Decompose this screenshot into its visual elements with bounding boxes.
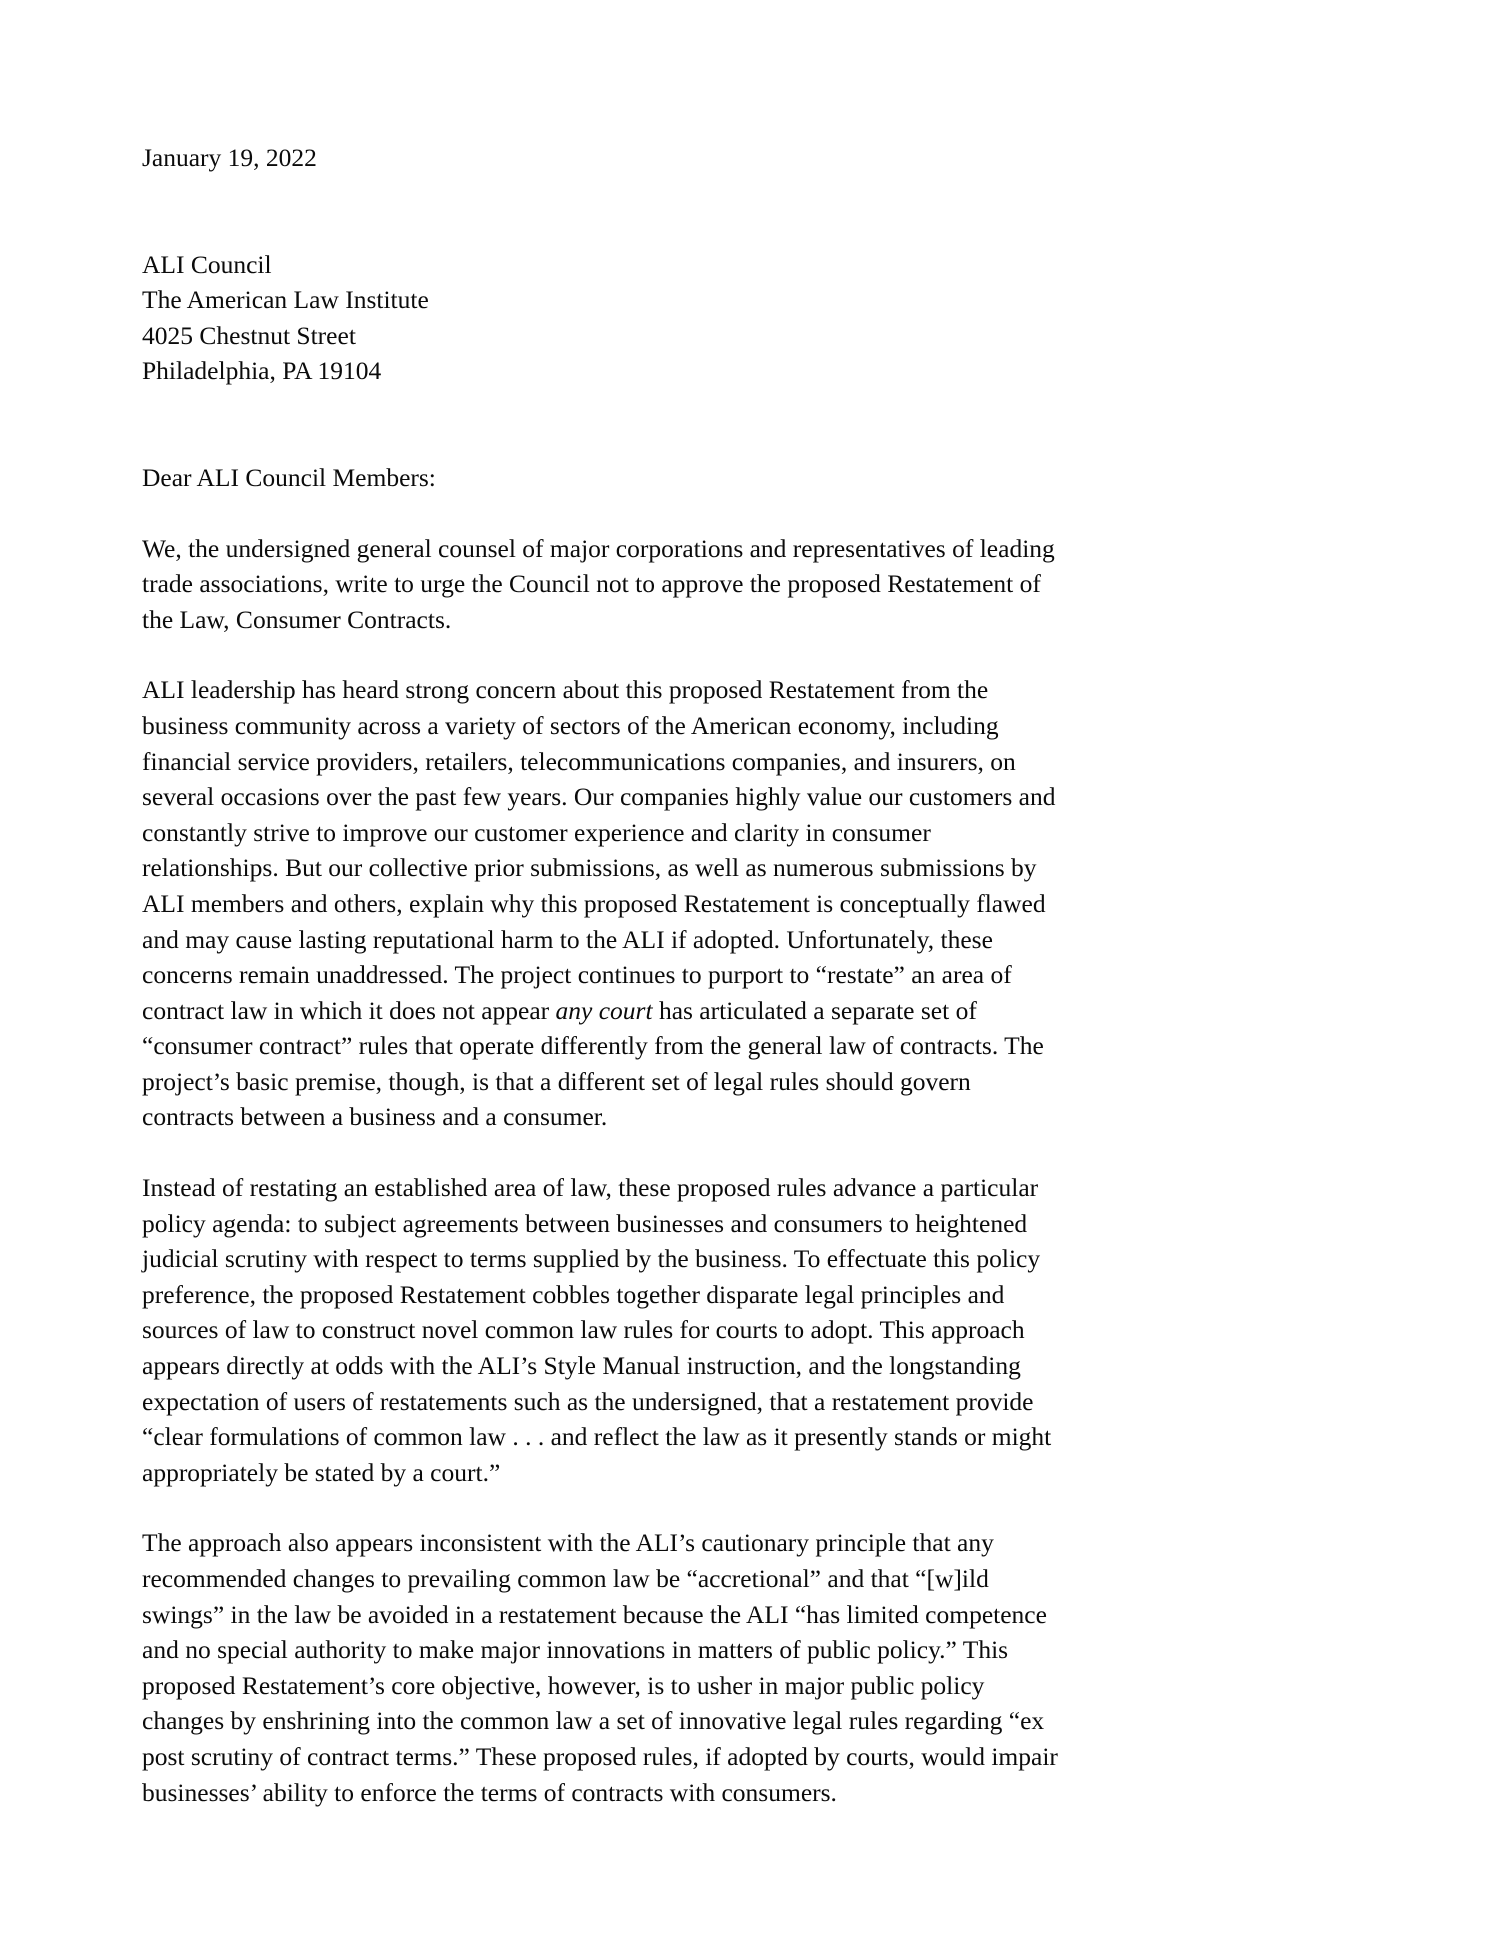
letter-paragraph-4: [142, 1525, 1062, 1810]
address-line-city-state-zip: Philadelphia, PA 19104: [142, 356, 382, 386]
spacer-p1: [142, 637, 1062, 672]
address-line-organization: ALI Council: [142, 249, 272, 279]
emphasized-text: any court: [555, 995, 653, 1025]
paragraph-text-run: Instead of restating an established area of law, these proposed rules advance a particular policy agenda: to subject agreements between businesses and consumers to heightened judicial scrutiny with respect to terms supplied by the business. To effectuate this policy preference, the proposed Restatement cobbles together disparate legal principles and sources of law to construct novel common law rules for courts to adopt. This approach appears directly at odds with the ALI’s Style Manual instruction, and the longstanding expectation of users of restatements such as the undersigned, that a restatement provide “clear formulations of common law . . . and reflect the law as it presently stands or might appropriately be stated by a court.”: [142, 1173, 1052, 1487]
paragraph-text-run: has articulated a separate set of “consumer contract” rules that operate differently from the general law of contracts. The project’s basic premise, though, is that a different set of legal rules should govern contracts between a business and a consumer.: [142, 995, 1044, 1132]
spacer-p2: [142, 1135, 1062, 1170]
address-line-institute: The American Law Institute: [142, 285, 429, 315]
paragraph-text-run: The approach also appears inconsistent with the ALI’s cautionary principle that any recommended changes to prevailing common law be “accretional” and that “[w]ild swings” in the law be avoided in a restatement because the ALI “has limited competence and no special authority to make major innovations in matters of public policy.” This proposed Restatement’s core objective, however, is to usher in major public policy changes by enshrining into the common law a set of innovative legal rules regarding “ex post scrutiny of contract terms.” These proposed rules, if adopted by courts, would impair businesses’ ability to enforce the terms of contracts with consumers.: [142, 1528, 1058, 1807]
letter-salutation: Dear ALI Council Members:: [142, 462, 436, 492]
letter-body: [142, 140, 1062, 1810]
letter-date: January 19, 2022: [142, 143, 317, 172]
spacer-after-address: [142, 389, 1062, 460]
letter-paragraph-2: [142, 672, 1062, 1135]
spacer-after-salutation: [142, 496, 1062, 531]
letter-paragraph-3: [142, 1170, 1062, 1490]
address-line-street: 4025 Chestnut Street: [142, 320, 356, 350]
letter-paragraph-1: [142, 531, 1062, 638]
spacer-after-date: [142, 176, 1062, 247]
paragraph-text-run: ALI leadership has heard strong concern about this proposed Restatement from the business community across a variety of sectors of the American economy, including financial service providers, retailers, telecommunications companies, and insurers, on several occasions over the past few years. Our companies highly value our customers and constantly strive to improve our customer experience and clarity in consumer relationships. But our collective prior submissions, as well as numerous submissions by ALI members and others, explain why this proposed Restatement is conceptually flawed and may cause lasting reputational harm to the ALI if adopted. Unfortunately, these concerns remain unaddressed. The project continues to purport to “restate” an area of contract law in which it does not appear: [142, 675, 1056, 1025]
paragraph-text-run: We, the undersigned general counsel of major corporations and representatives of leading trade associations, write to urge the Council not to approve the proposed Restatement of the Law, Consumer Contracts.: [142, 533, 1055, 634]
spacer-p3: [142, 1490, 1062, 1525]
recipient-address-block: [142, 247, 1062, 389]
